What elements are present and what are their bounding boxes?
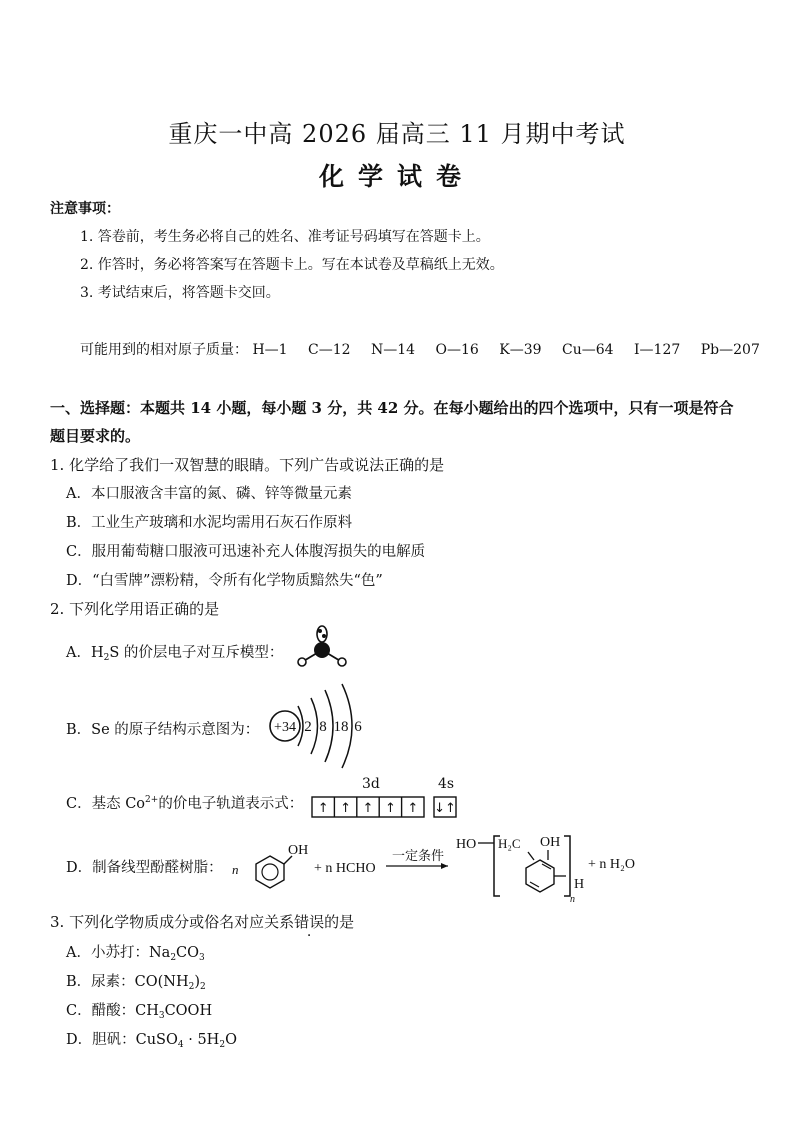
- q2-a-sub: 2: [103, 653, 110, 663]
- byproduct-water: + n H₂O: [588, 857, 635, 872]
- orbital-3d-box1-up-arrow-icon: ↑: [317, 801, 329, 816]
- note-item-3: 3. 考试结束后，将答题卡交回。: [80, 285, 280, 301]
- q3-b-sub2: 2: [200, 982, 206, 992]
- product-ho-label: HO: [456, 837, 477, 852]
- shell-electrons-1: 2: [304, 719, 312, 735]
- product-oh-label: OH: [540, 835, 561, 850]
- orbital-3d-box4-up-arrow-icon: ↑: [384, 801, 396, 816]
- q3-option-c: [66, 999, 212, 1021]
- q3-stem-emphasis: 错误: [294, 913, 325, 931]
- atomic-mass-line: [80, 339, 760, 359]
- q2-option-a: [66, 641, 283, 663]
- product-ch2-label: H₂C: [498, 836, 521, 851]
- q2-option-b: B．Se 的原子结构示意图为：: [66, 722, 260, 738]
- q3-option-b: [66, 970, 206, 992]
- q1-stem: 1. 化学给了我们一双智慧的眼睛。下列广告或说法正确的是: [50, 456, 445, 474]
- product-ch2-bond: [528, 852, 534, 860]
- phenol-ring-circle: [262, 864, 278, 880]
- repeat-unit-right-bracket: [564, 836, 570, 896]
- shell-electrons-3: 18: [333, 719, 349, 735]
- product-benzene-ring-icon: [526, 860, 554, 892]
- q2-option-c: [66, 792, 303, 813]
- q3-stem: [50, 911, 354, 932]
- q3-b-label: B．尿素：CO(NH: [66, 974, 189, 990]
- q3-d-label: D．胆矾：CuSO: [66, 1032, 178, 1048]
- q2-option-d: D．制备线型酚醛树脂：: [66, 860, 223, 876]
- shell-arc-2: [311, 698, 318, 754]
- q3-stem-after: 的是: [324, 913, 355, 931]
- product-end-h: H: [574, 877, 585, 892]
- q3-stem-before: 3. 下列化学物质成分或俗名对应关系: [50, 913, 295, 931]
- orbital-label-4s: 4s: [438, 776, 455, 792]
- reaction-arrow-head-icon: [441, 863, 448, 869]
- q3-option-d: [66, 1028, 237, 1050]
- q3-a-mid: CO: [176, 945, 200, 961]
- phenol-formaldehyde-reaction: [228, 832, 648, 904]
- q3-option-a: [66, 941, 205, 963]
- shell-electrons-4: 6: [354, 719, 362, 735]
- orbital-4s-pair-arrow-icon: ↓↑: [434, 801, 456, 816]
- q3-a-sub1: 2: [170, 953, 177, 963]
- product-ring-double-bond-2: [530, 882, 539, 887]
- q2-c-suffix: 的价电子轨道表示式：: [158, 796, 304, 812]
- atomic-mass-o: O—16: [435, 342, 479, 358]
- note-item-1: 1. 答卷前，考生务必将自己的姓名、准考证号码填写在答题卡上。: [80, 229, 490, 245]
- q2-stem: 2. 下列化学用语正确的是: [50, 600, 220, 618]
- paper-subtitle: 化学试卷: [318, 162, 475, 191]
- reaction-condition: 一定条件: [392, 848, 445, 863]
- atomic-mass-n: N—14: [371, 342, 416, 358]
- q2-a-prefix: A．H: [66, 645, 104, 661]
- section-header-line2: 题目要求的。: [50, 427, 141, 445]
- atomic-mass-i: I—127: [634, 342, 681, 358]
- shell-electrons-2: 8: [319, 719, 327, 735]
- q3-b-sub1: 2: [188, 982, 195, 992]
- orbital-3d-box3-up-arrow-icon: ↑: [362, 801, 374, 816]
- notes-heading: 注意事项：: [50, 201, 120, 217]
- se-atomic-structure-diagram: [266, 676, 376, 776]
- atomic-mass-label: 可能用到的相对原子质量：: [80, 342, 248, 358]
- atomic-mass-k: K—39: [499, 342, 542, 358]
- q3-c-mid: COOH: [164, 1003, 213, 1019]
- phenol-benzene-ring-icon: [256, 856, 284, 888]
- orbital-diagram: [312, 796, 460, 820]
- atomic-mass-cu: Cu—64: [562, 342, 614, 358]
- atomic-mass-h: H—1: [252, 342, 288, 358]
- q2-c-sup: 2+: [145, 795, 159, 805]
- q1-option-a: A．本口服液含丰富的氮、磷、锌等微量元素: [66, 486, 352, 502]
- q3-a-sub2: 3: [199, 953, 205, 963]
- q3-d-end: O: [225, 1032, 237, 1048]
- q1-option-b: B．工业生产玻璃和水泥均需用石灰石作原料: [66, 515, 353, 531]
- atomic-mass-pb: Pb—207: [700, 342, 760, 358]
- q3-d-sub1: 4: [177, 1040, 184, 1050]
- q3-a-label: A．小苏打：Na: [66, 945, 171, 961]
- orbital-3d-box5-up-arrow-icon: ↑: [407, 801, 419, 816]
- atomic-mass-c: C—12: [308, 342, 351, 358]
- q3-d-mid: · 5H: [183, 1032, 220, 1048]
- h2s-vsepr-model-icon: [292, 622, 352, 672]
- section-header-line1: 一、选择题：本题共 14 小题，每小题 3 分，共 42 分。在每小题给出的四个选项中，只有一项是符合: [50, 399, 734, 417]
- q3-c-label: C．醋酸：CH: [66, 1003, 159, 1019]
- q2-c-prefix: C．基态 Co: [66, 796, 146, 812]
- q3-c-sub1: 3: [158, 1011, 165, 1021]
- q1-option-d: D．“白雪牌”漂粉精，令所有化学物质黯然失“色”: [66, 573, 383, 589]
- note-item-2: 2. 作答时，务必将答案写在答题卡上。写在本试卷及草稿纸上无效。: [80, 257, 504, 273]
- orbital-label-3d: 3d: [362, 776, 380, 792]
- reactant-coefficient-n: n: [232, 862, 239, 877]
- nucleus-charge: +34: [274, 720, 296, 735]
- phenol-oh-label: OH: [288, 843, 309, 858]
- q3-d-sub2: 2: [219, 1040, 226, 1050]
- q1-option-c: C．服用葡萄糖口服液可迅速补充人体腹泻损失的电解质: [66, 544, 426, 560]
- q3-b-mid: ): [194, 974, 201, 990]
- reactant-hcho: + n HCHO: [314, 861, 376, 876]
- q2-a-suffix: S 的价层电子对互斥模型：: [109, 645, 284, 661]
- exam-title: 重庆一中高 2026 届高三 11 月期中考试: [168, 120, 626, 148]
- repeat-unit-subscript-n: n: [570, 894, 575, 905]
- orbital-3d-box2-up-arrow-icon: ↑: [340, 801, 352, 816]
